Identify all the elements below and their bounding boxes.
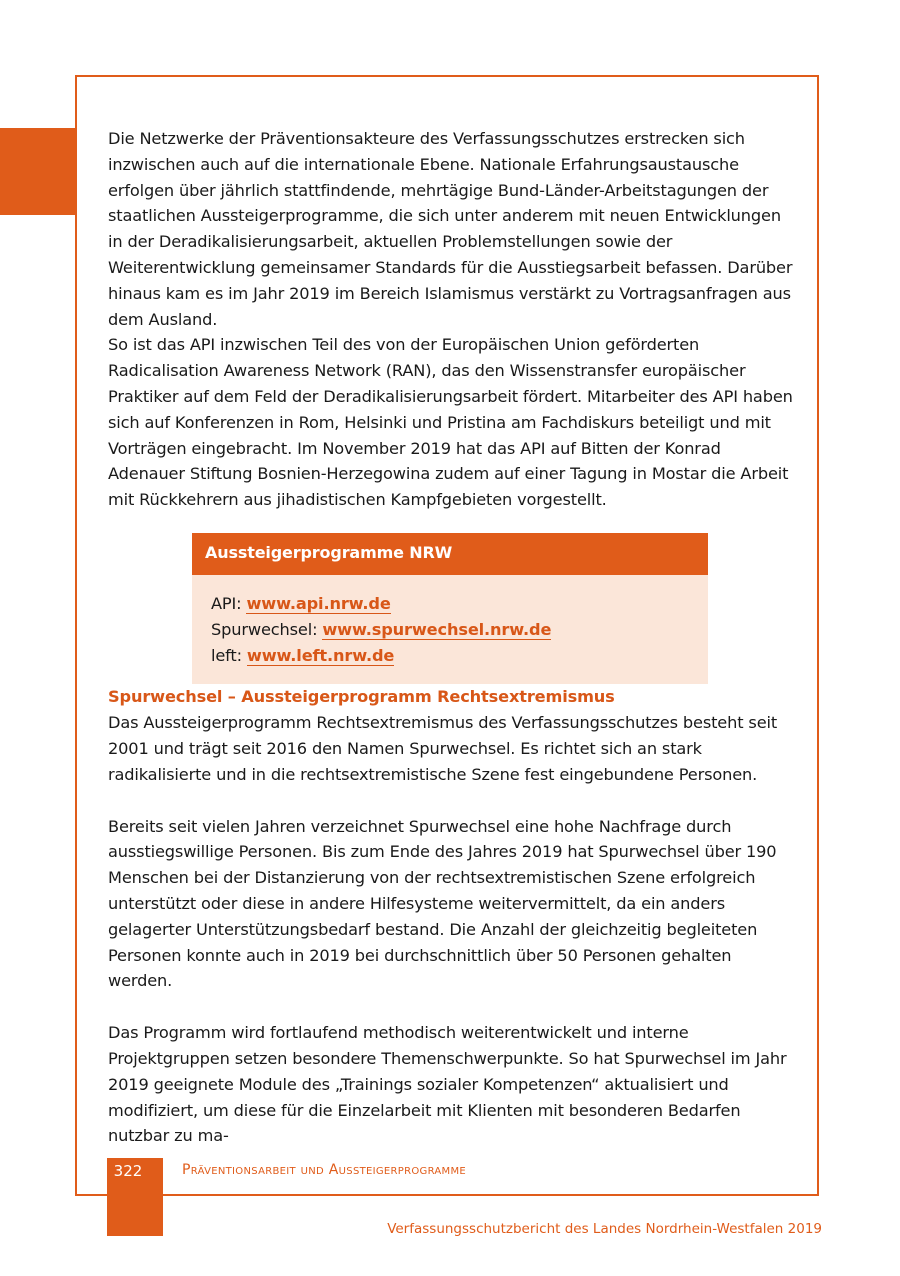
link-label-api: API: [211, 593, 247, 613]
link-label-left: left: [211, 645, 247, 665]
infobox-link-row-spurwechsel [211, 617, 688, 643]
link-api[interactable]: www.api.nrw.de [246, 593, 391, 613]
footer-text: Verfassungsschutzbericht des Landes Nordrhein-Westfalen 2019 [387, 1221, 822, 1237]
infobox-links [192, 575, 708, 684]
body-paragraph-1: Die Netzwerke der Präventionsakteure des Verfassungsschutzes erstrecken sich inzwischen auch auf die internationale Ebene. Nationale Erfahrungsaustausche erfolgen über jährlich stattfindende, mehrtägige Bund-Länder-Arbeitstagungen der staatlichen Aussteigerprogramme, die sich unter anderem mit neuen Entwicklungen in der Deradikalisierungsarbeit, aktuellen Problemstellungen sowie der Weiterentwicklung gemeinsamer Standards für die Ausstiegsarbeit befassen. Darüber hinaus kam es im Jahr 2019 im Bereich Islamismus verstärkt zu Vortragsanfragen aus dem Ausland. [108, 129, 793, 329]
link-left[interactable]: www.left.nrw.de [246, 645, 395, 665]
infobox-link-row-api [211, 591, 688, 617]
running-title: Präventionsarbeit und Aussteigerprogramme [182, 1162, 467, 1178]
body-paragraph-2: So ist das API inzwischen Teil des von der Europäischen Union geförderten Radicalisation Awareness Network (RAN), das den Wissenstransfer europäischer Praktiker auf dem Feld der Deradikalisierungsarbeit fördert. Mitarbeiter des API haben sich auf Konferenzen in Rom, Helsinki und Pristina am Fachdiskurs beteiligt und mit Vorträgen eingebracht. Im November 2019 hat das API auf Bitten der Konrad Adenauer Stiftung Bosnien-Herzegowina zudem auf einer Tagung in Mostar die Arbeit mit Rückkehrern aus jihadistischen Kampfgebieten vorgestellt. [108, 335, 793, 510]
page-number-box [107, 1158, 163, 1236]
link-spurwechsel[interactable]: www.spurwechsel.nrw.de [322, 619, 552, 639]
infobox-link-row-left [211, 643, 688, 669]
main-content [108, 126, 798, 1149]
infobox-title: Aussteigerprogramme NRW [192, 533, 708, 575]
section-paragraph-1: Das Aussteigerprogramm Rechtsextremismus des Verfassungsschutzes besteht seit 2001 und trägt seit 2016 den Namen Spurwechsel. Es richtet sich an stark radikalisierte und in die rechtsextremistische Szene fest eingebundene Personen. [108, 713, 778, 784]
section-paragraph-2: Bereits seit vielen Jahren verzeichnet Spurwechsel eine hohe Nachfrage durch ausstiegswillige Personen. Bis zum Ende des Jahres 2019 hat Spurwechsel über 190 Menschen bei der Distanzierung von der rechtsextremistischen Szene erfolgreich unterstützt oder diese in andere Hilfesysteme weitervermittelt, da ein anders gelagerter Unterstützungsbedarf bestand. Die Anzahl der gleichzeitig begleiteten Personen konnte auch in 2019 bei durchschnittlich über 50 Personen gehalten werden. [108, 816, 777, 991]
section-heading: Spurwechsel – Aussteigerprogramm Rechtsextremismus [108, 687, 615, 707]
link-label-spurwechsel: Spurwechsel: [211, 619, 323, 639]
infobox-aussteigerprogramme [192, 533, 708, 684]
side-tab-marker [0, 128, 77, 215]
page-number: 322 [113, 1162, 143, 1180]
section-paragraph-3: Das Programm wird fortlaufend methodisch weiterentwickelt und interne Projektgruppen setzen besondere Themenschwerpunkte. So hat Spurwechsel im Jahr 2019 geeignete Module des „Trainings sozialer Kompetenzen“ aktualisiert und modifiziert, um diese für die Einzelarbeit mit Klienten mit besonderen Bedarfen nutzbar zu ma- [108, 1023, 787, 1146]
